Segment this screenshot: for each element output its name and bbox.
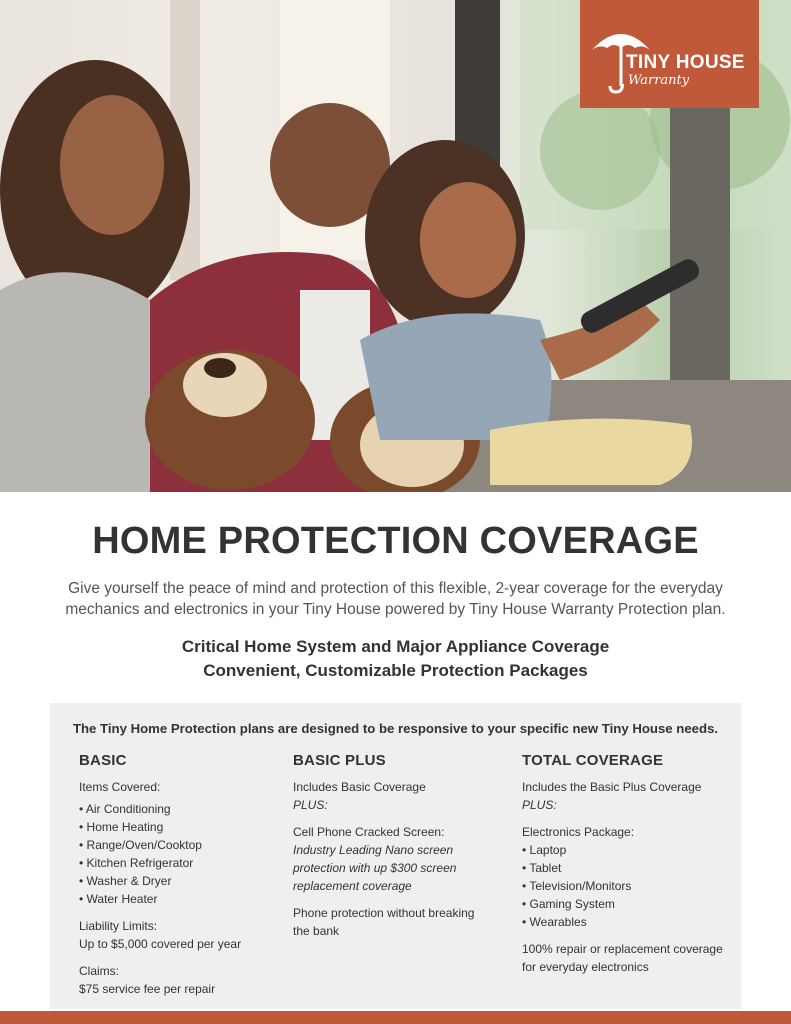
brand-subname: Warranty [628, 73, 690, 88]
subheading-2: Convenient, Customizable Protection Packages [203, 661, 588, 680]
plan-total-items [522, 841, 732, 931]
list-item: • Laptop [522, 841, 732, 859]
subheadings [0, 635, 791, 683]
plan-total-plus: PLUS: [522, 798, 557, 812]
list-item: • Water Heater [79, 890, 279, 908]
plan-basic-plus-tagline: Phone protection without breaking the bank [293, 906, 475, 938]
plan-total-includes: Includes the Basic Plus Coverage [522, 780, 702, 794]
plan-basic-liability-label: Liability Limits: [79, 919, 158, 933]
plan-total-tagline: 100% repair or replacement coverage for everyday electronics [522, 942, 723, 974]
list-item: • Tablet [522, 859, 732, 877]
list-item: • Home Heating [79, 818, 279, 836]
plan-basic-plus-phone-detail: Industry Leading Nano screen protection with up $300 screen replacement coverage [293, 843, 457, 893]
plan-basic-plus-phone-label: Cell Phone Cracked Screen: [293, 825, 445, 839]
brand-name: TINY HOUSE [626, 52, 745, 73]
panel-lead-text: The Tiny Home Protection plans are designed to be responsive to your specific new Tiny House needs. [72, 721, 719, 736]
plan-basic-plus-title: BASIC PLUS [293, 752, 386, 769]
plans-panel [50, 703, 741, 1009]
list-item: • Air Conditioning [79, 800, 279, 818]
list-item: • Washer & Dryer [79, 872, 279, 890]
subheading-1: Critical Home System and Major Appliance Coverage [181, 637, 610, 656]
brand-logo [580, 0, 759, 108]
plan-basic-claims-value: $75 service fee per repair [79, 982, 216, 996]
list-item: • Range/Oven/Cooktop [79, 836, 279, 854]
plan-total-package-label: Electronics Package: [522, 825, 635, 839]
plan-basic [79, 752, 279, 998]
list-item: • Gaming System [522, 895, 732, 913]
plan-total-coverage [522, 752, 732, 976]
plan-basic-plus-includes: Includes Basic Coverage [293, 780, 426, 794]
plan-total-title: TOTAL COVERAGE [522, 752, 664, 769]
plan-basic-title: BASIC [79, 752, 127, 769]
list-item: • Television/Monitors [522, 877, 732, 895]
footer-bar [0, 1011, 791, 1024]
hero-photo [0, 0, 791, 492]
plan-basic-liability-value: Up to $5,000 covered per year [79, 937, 242, 951]
page-title: HOME PROTECTION COVERAGE [92, 520, 699, 562]
plan-basic-plus-plus: PLUS: [293, 798, 328, 812]
plan-basic-items-label: Items Covered: [79, 780, 161, 794]
plan-basic-items [79, 800, 279, 908]
plan-basic-plus [293, 752, 493, 940]
plan-basic-claims-label: Claims: [79, 964, 120, 978]
intro-text: Give yourself the peace of mind and protection of this flexible, 2-year coverage for the everyday mechanics and electronics in your Tiny House powered by Tiny House Warranty Protection plan. [65, 580, 726, 618]
list-item: • Wearables [522, 913, 732, 931]
list-item: • Kitchen Refrigerator [79, 854, 279, 872]
